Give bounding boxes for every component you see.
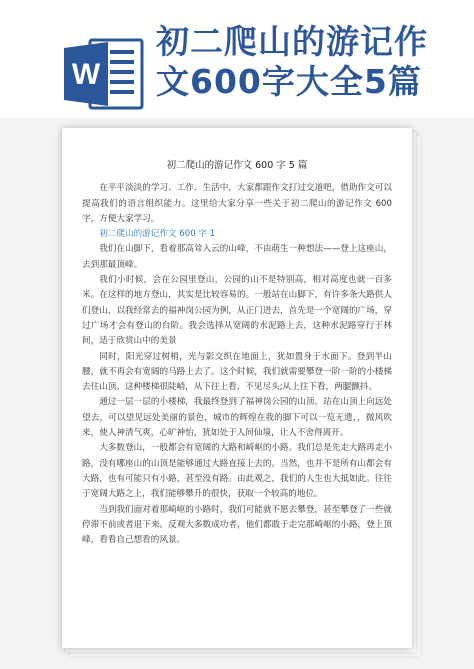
banner xyxy=(0,0,474,118)
word-icon-letter: W xyxy=(71,58,101,91)
document-paragraph: 通过一层一层的小楼梯，我最终登到了福神岗公园的山顶。站在山顶上向远处望去，可以望见远处美丽的景色，城市的辉煌在我的脚下可以一览无遗，，微风吹来，使人神清气爽，心旷神怡，犹如处于人间仙境，让人不舍得离开。 xyxy=(82,397,392,439)
document-paragraph: 大多数登山，一般都会有宽阔的大路和崎岖的小路。我们总是先走大路再走小路，没有哪座山的山顶是能够通过大路直接上去的。当然，也并不是所有山都会有大路，也有可能只有小路，甚至没有路。由此观之，我们的人生也大抵如此。往往于宽阔大路之上，我们能够攀升的很快，获取一个较高的地位。 xyxy=(82,443,392,500)
document-intro: 在平平淡淡的学习、工作、生活中，大家都跟作文打过交道吧，借助作文可以提高我们的语言组织能力。这里给大家分享一些关于初二爬山的游记作文 600 字，方便大家学习。 xyxy=(82,183,392,224)
document-subheading: 初二爬山的游记作文 600 字 1 xyxy=(99,229,216,240)
document-paragraph: 当到我们面对着那崎岖的小路时，我们可能就不愿去攀登，甚至攀登了一些就停滞不前或者退下来。反观大多数成功者，他们都敢于走完那崎岖的小路，登上顶峰，看看自己想看的风景。 xyxy=(82,504,392,546)
document-paragraph: 同时，阳光穿过树梢，光与影交织在地面上，犹如置身于水面下。登到半山腰，就不再会有宽阔的马路上去了。这个时候，我们就需要攀登一阶一阶的小楼梯去往山顶。这种楼梯很陡峭，从下往上看，不见尽头;从上往下看，两腿颤抖。 xyxy=(82,351,392,393)
document-body xyxy=(82,158,392,548)
document-paragraph: 我们在山脚下，看着那高耸入云的山峰，不由萌生一种想法——登上这座山，去到那最顶峰。 xyxy=(82,244,392,270)
document-preview xyxy=(62,128,412,648)
page-title-line-1: 初二爬山的游记作 xyxy=(156,22,428,61)
word-document-icon xyxy=(62,38,144,110)
page-title xyxy=(156,22,466,102)
page-title-line-2: 文600字大全5篇 xyxy=(156,62,422,101)
document-paragraph: 我们小时候，会在公园里登山，公园的山不是特别高，相对高度也就一百多米。在这样的地方登山，其实是比较容易的。一般站在山脚下，有许多条大路供人们登山，以我经常去的福神岗公园为例，从正门进去，首先是一个宽阔的广场，穿过广场才会有登山的台阶。我会选择从宽阔的水泥路上去，这种水泥路穿行于林间，适于欣赏山中的美景 xyxy=(82,275,392,347)
document-title: 初二爬山的游记作文 600 字 5 篇 xyxy=(166,160,308,171)
